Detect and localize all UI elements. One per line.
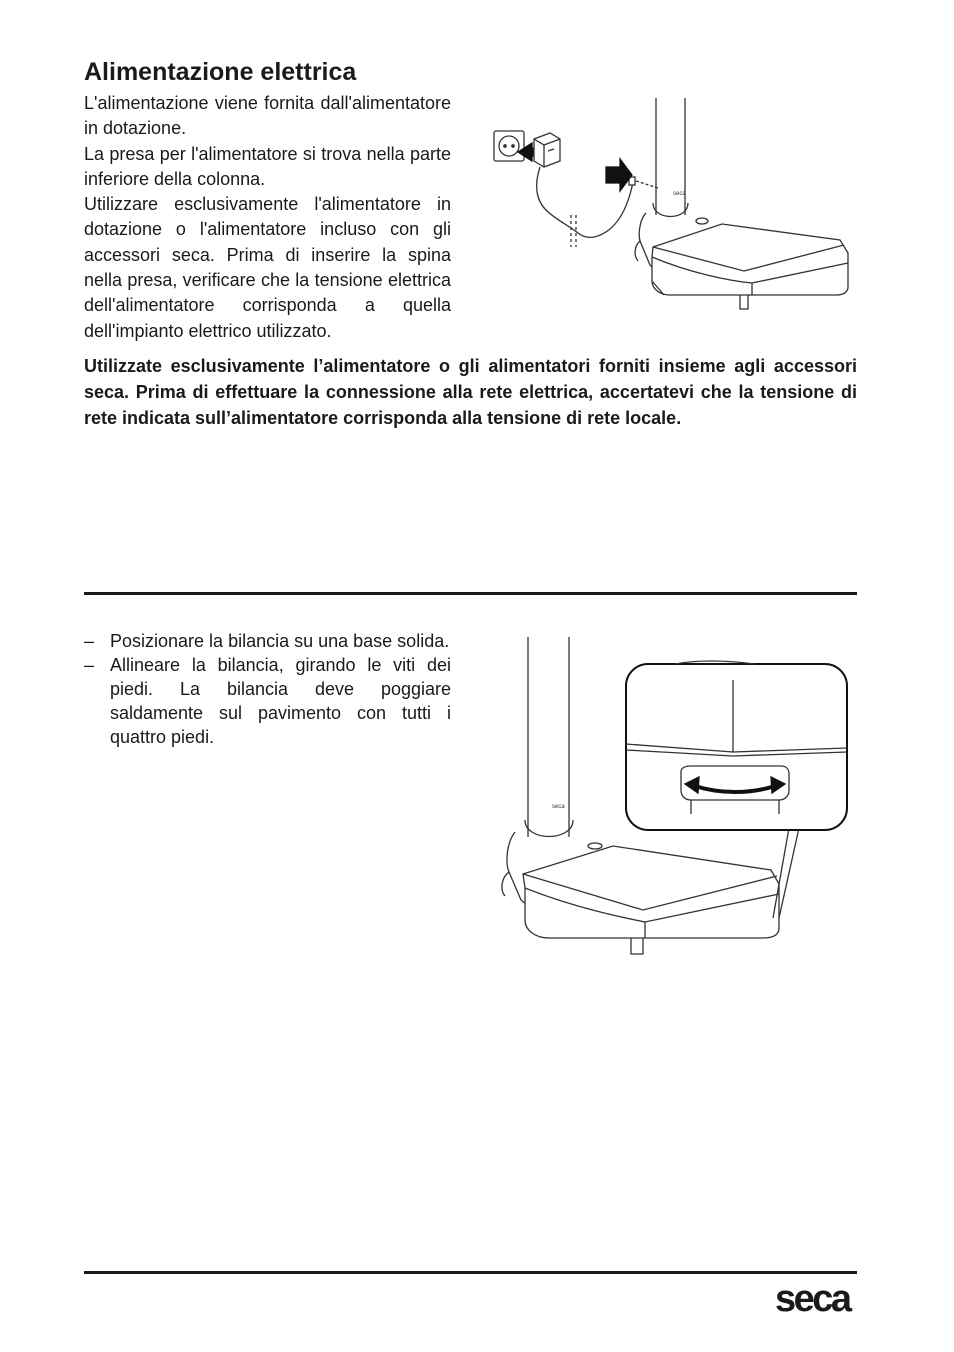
column-brand-label: seca [673, 191, 686, 197]
footer-divider [84, 1271, 857, 1274]
list-dash: – [84, 655, 95, 675]
brand-logo: seca [775, 1278, 850, 1320]
intro-paragraph-1: L'alimentazione viene fornita dall'alimentatore in dotazione. [84, 93, 451, 139]
power-adapter-icon [534, 133, 560, 167]
list-item [84, 629, 451, 653]
list-item [84, 653, 451, 749]
page-title: Alimentazione elettrica [84, 58, 357, 86]
safety-warning: Utilizzate esclusivamente l’alimentatore o gli alimentatori forniti insieme agli accessori seca. Prima di effettuare la connessione alla rete elettrica, accertatevi che la tensione di rete indicata sull’alimentatore corrisponda alla tensione di rete locale. [84, 356, 857, 428]
step-text: Posizionare la bilancia su una base solida. [110, 631, 450, 651]
column-brand-label: seca [552, 804, 565, 810]
section-divider [84, 592, 857, 595]
leveling-illustration [495, 632, 855, 962]
intro-text [84, 91, 451, 344]
intro-paragraph-3: Utilizzare esclusivamente l'alimentatore in dotazione o l'alimentatore incluso con gli accessori seca. Prima di inserire la spina nella presa, verificare che la tensione elettrica dell'alimentatore corrisponda a quella dell'impianto elettrico utilizzato. [84, 194, 451, 341]
setup-steps [84, 629, 451, 749]
step-text: Allineare la bilancia, girando le viti dei piedi. La bilancia deve poggiare saldamente sul pavimento con tutti i quattro piedi. [110, 655, 451, 747]
wall-socket-icon [494, 131, 524, 161]
list-dash: – [84, 631, 95, 651]
intro-paragraph-2: La presa per l'alimentatore si trova nella parte inferiore della colonna. [84, 143, 451, 189]
power-supply-illustration [490, 95, 860, 320]
